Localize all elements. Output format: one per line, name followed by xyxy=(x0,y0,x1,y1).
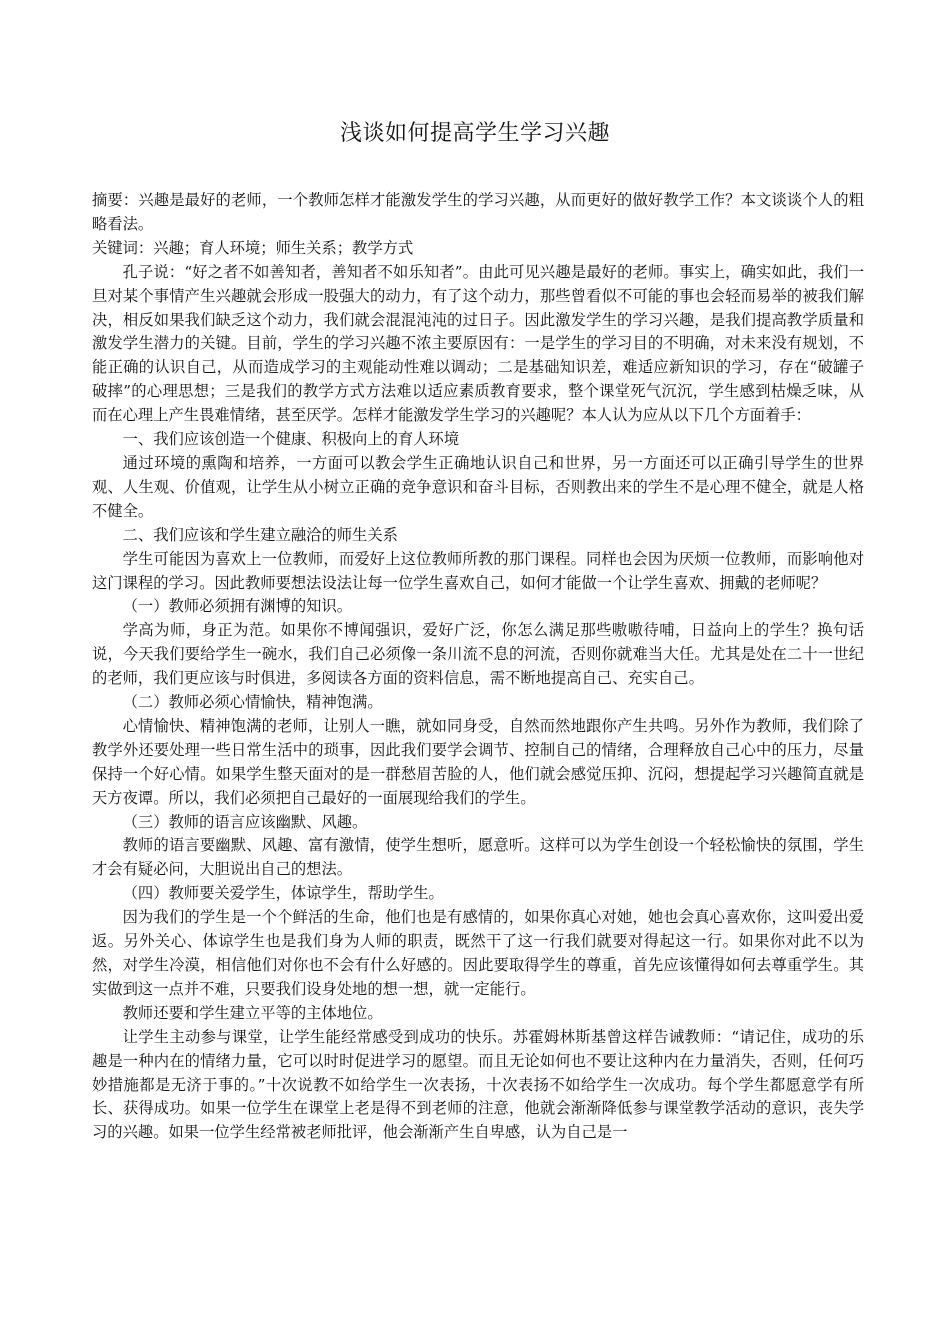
subheading-care: （四）教师要关爱学生，体谅学生，帮助学生。 xyxy=(122,884,444,903)
section-heading-2: 二、我们应该和学生建立融洽的师生关系 xyxy=(122,525,398,544)
subheading-language: （三）教师的语言应该幽默、风趣。 xyxy=(122,812,368,831)
section-heading-1: 一、我们应该创造一个健康、积极向上的育人环境 xyxy=(122,430,460,449)
paragraph-language: 教师的语言要幽默、风趣、富有激情，使学生想听，愿意听。这样可以为学生创设一个轻松愉快的氛围，学生才会有疑必问，大胆说出自己的想法。 xyxy=(92,836,864,879)
paragraph-equality-heading: 教师还要和学生建立平等的主体地位。 xyxy=(122,1003,383,1022)
paragraph-mood: 心情愉快、精神饱满的老师，让别人一瞧，就如同身受，自然而然地跟你产生共鸣。另外作为教师，我们除了教学外还要处理一些日常生活中的琐事，因此我们要学会调节、控制自己的情绪，合理释放自己心中的压力，尽量保持一个好心情。如果学生整天面对的是一群愁眉苦脸的人，他们就会感觉压抑、沉闷，想提起学习兴趣简直就是天方夜谭。所以，我们必须把自己最好的一面展现给我们的学生。 xyxy=(92,716,864,807)
subheading-knowledge: （一）教师必须拥有渊博的知识。 xyxy=(122,597,353,616)
keywords: 关键词：兴趣；育人环境；师生关系；教学方式 xyxy=(92,238,414,257)
paragraph-relationship: 学生可能因为喜欢上一位教师，而爱好上这位教师所教的那门课程。同样也会因为厌烦一位教师，而影响他对这门课程的学习。因此教师要想法设法让每一位学生喜欢自己，如何才能做一个让学生喜欢、拥戴的老师呢？ xyxy=(92,549,864,592)
document-body xyxy=(92,189,864,1145)
paragraph-participation: 让学生主动参与课堂，让学生能经常感受到成功的快乐。苏霍姆林斯基曾这样告诫教师：“请记住，成功的乐趣是一种内在的情绪力量，它可以时时促进学习的愿望。而且无论如何也不要让这种内在力量消失，否则，任何巧妙措施都是无济于事的。”十次说教不如给学生一次表扬，十次表扬不如给学生一次成功。每个学生都愿意学有所长、获得成功。如果一位学生在课堂上老是得不到老师的注意，他就会渐渐降低参与课堂教学活动的意识，丧失学习的兴趣。如果一位学生经常被老师批评，他会渐渐产生自卑感，认为自己是一 xyxy=(92,1027,864,1142)
paragraph-environment: 通过环境的熏陶和培养，一方面可以教会学生正确地认识自己和世界，另一方面还可以正确引导学生的世界观、人生观、价值观，让学生从小树立正确的竞争意识和奋斗目标，否则教出来的学生不是心理不健全，就是人格不健全。 xyxy=(92,453,864,520)
document-title: 浅谈如何提高学生学习兴趣 xyxy=(339,121,610,146)
paragraph-knowledge: 学高为师，身正为范。如果你不博闻强识，爱好广泛，你怎么满足那些嗷嗷待哺，日益向上的学生？换句话说，今天我们要给学生一碗水，我们自己必须像一条川流不息的河流，否则你就难当大任。尤其是处在二十一世纪的老师，我们更应该与时俱进，多阅读各方面的资料信息，需不断地提高自己、充实自己。 xyxy=(92,621,864,688)
abstract: 摘要：兴趣是最好的老师，一个教师怎样才能激发学生的学习兴趣，从而更好的做好教学工作？本文谈谈个人的粗略看法。 xyxy=(92,191,864,233)
subheading-mood: （二）教师必须心情愉快，精神饱满。 xyxy=(122,693,383,712)
paragraph-care: 因为我们的学生是一个个鲜活的生命，他们也是有感情的，如果你真心对她，她也会真心喜欢你，这叫爱出爱返。另外关心、体谅学生也是我们身为人师的职责，既然干了这一行我们就要对得起这一行。如果你对此不以为然，对学生冷漠，相信他们对你也不会有什么好感的。因此要取得学生的尊重，首先应该懂得如何去尊重学生。其实做到这一点并不难，只要我们设身处地的想一想，就一定能行。 xyxy=(92,908,864,998)
paragraph-intro: 孔子说：“好之者不如善知者，善知者不如乐知者”。由此可见兴趣是最好的老师。事实上，确实如此，我们一旦对某个事情产生兴趣就会形成一股强大的动力，有了这个动力，那些曾看似不可能的事也会轻而易举的被我们解决，相反如果我们缺乏这个动力，我们就会混混沌沌的过日子。因此激发学生的学习兴趣，是我们提高教学质量和激发学生潜力的关键。目前，学生的学习兴趣不浓主要原因有：一是学生的学习目的不明确，对未来没有规划，不能正确的认识自己，从而造成学习的主观能动性难以调动；二是基础知识差，难适应新知识的学习，存在“破罐子破摔”的心理思想；三是我们的教学方式方法难以适应素质教育要求，整个课堂死气沉沉，学生感到枯燥乏味，从而在心理上产生畏难情绪，甚至厌学。怎样才能激发学生学习的兴趣呢？本人认为应从以下几个方面着手： xyxy=(92,262,864,425)
